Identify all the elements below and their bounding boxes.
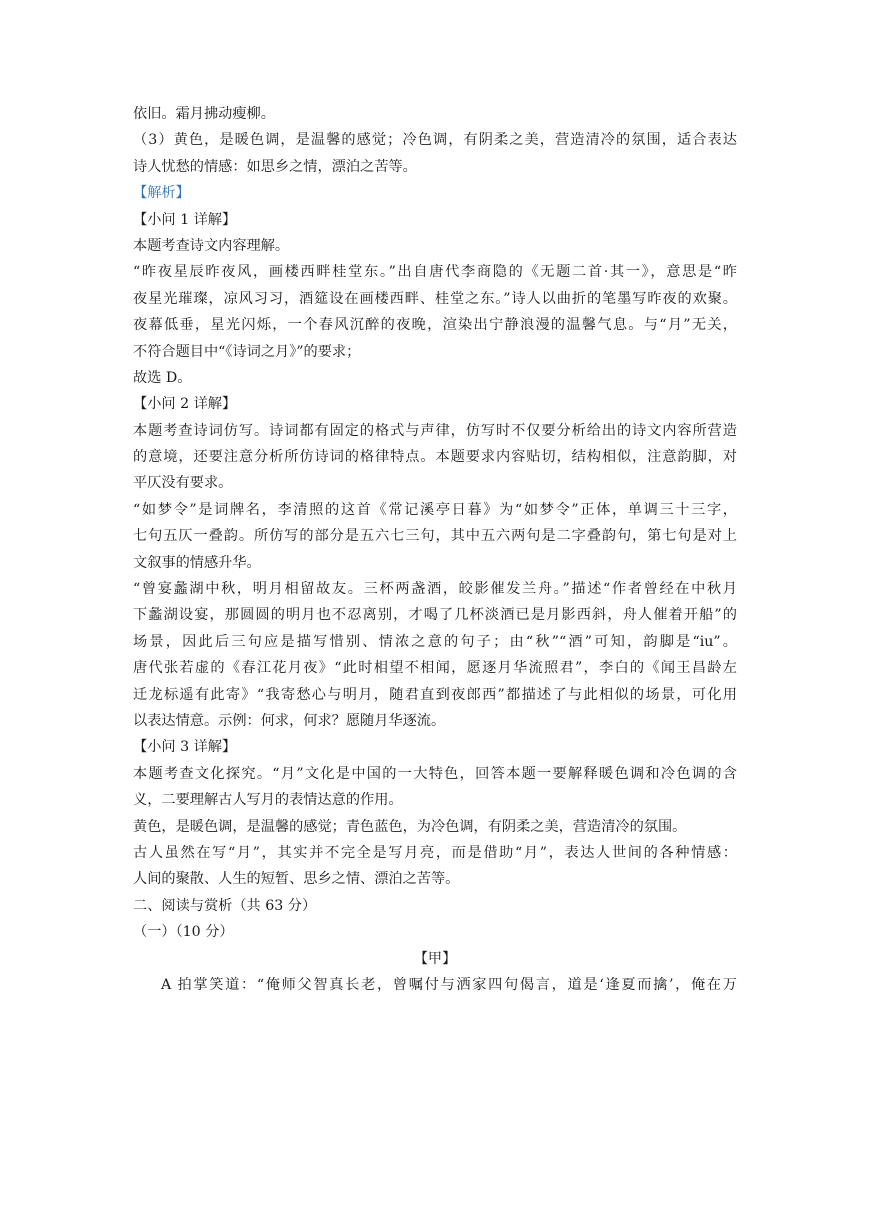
text-line: 的意境，还要注意分析所仿诗词的格律特点。本题要求内容贴切，结构相似，注意韵脚，对 [133,449,737,466]
subquestion-heading: 【小问 3 详解】 [133,739,237,756]
text-line: 人间的聚散、人生的短暂、思乡之情、漂泊之苦等。 [133,871,460,888]
text-line: 故选 D。 [133,369,192,386]
section-heading: 二、阅读与赏析（共 63 分） [133,897,317,914]
text-line: 义，二要理解古人写月的表情达意的作用。 [133,792,403,809]
document-body [133,101,737,998]
passage-label: 【甲】 [413,950,457,967]
text-line: 古人虽然在写“月”，其实并不完全是写月亮，而是借助“月”，表达人世间的各种情感： [133,844,737,861]
subsection-heading: （一）（10 分） [133,924,234,941]
subquestion-heading: 【小问 1 详解】 [133,211,237,228]
text-line: 唐代张若虚的《春江花月夜》“此时相望不相闻，愿逐月华流照君”，李白的《闻王昌龄左 [133,660,737,677]
text-line: 平仄没有要求。 [133,475,233,492]
text-line: “曾宴蠡湖中秋，明月相留故友。三杯两盏酒，皎影催发兰舟。”描述“作者曾经在中秋月 [133,581,737,598]
analysis-heading: 【解析】 [133,185,190,202]
text-line: 下蠡湖设宴，那圆圆的明月也不忍离别，才喝了几杯淡酒已是月影西斜，舟人催着开船”的 [133,607,737,624]
text-line: 夜幕低垂，星光闪烁，一个春风沉醉的夜晚，渲染出宁静浪漫的温馨气息。与“月”无关， [133,317,737,334]
text-line: 依旧。霜月拂动瘦柳。 [133,106,275,122]
text-line: 不符合题目中“《诗词之月》”的要求； [133,343,361,360]
text-line: 文叙事的情感升华。 [133,554,261,571]
text-line: 迁龙标遥有此寄》“我寄愁心与明月，随君直到夜郎西”都描述了与此相似的场景，可化用 [133,686,737,703]
text-line: 场景，因此后三句应是描写惜别、情浓之意的句子；由“秋”“酒”可知，韵脚是“iu”。 [133,633,737,650]
text-line: “昨夜星辰昨夜风，画楼西畔桂堂东。”出自唐代李商隐的《无题二首·其一》，意思是“昨 [133,264,737,281]
text-line: 诗人忧愁的情感：如思乡之情，漂泊之苦等。 [133,158,417,175]
text-line: 七句五仄一叠韵。所仿写的部分是五六七三句，其中五六两句是二字叠韵句，第七句是对上 [133,528,737,545]
text-line: 本题考查诗词仿写。诗词都有固定的格式与声律，仿写时不仅要分析给出的诗文内容所营造 [133,422,737,439]
text-line: 黄色，是暖色调，是温馨的感觉；青色蓝色，为冷色调，有阴柔之美，营造清冷的氛围。 [133,818,687,835]
text-line: 以表达情意。示例：何求，何求？愿随月华逐流。 [133,712,446,729]
text-line: 本题考查诗文内容理解。 [133,237,290,254]
subquestion-heading: 【小问 2 详解】 [133,396,237,413]
text-line: （3）黄色，是暖色调，是温馨的感觉；冷色调，有阴柔之美，营造清冷的氛围，适合表达 [133,132,737,149]
text-line: “如梦令”是词牌名，李清照的这首《常记溪亭日暮》为“如梦令”正体，单调三十三字， [133,501,737,518]
text-line: 夜星光璀璨，凉风习习，酒筵设在画楼西畔、桂堂之东。”诗人以曲折的笔墨写昨夜的欢聚。 [133,290,737,307]
text-line: A 拍掌笑道：“俺师父智真长老，曾嘱付与洒家四句偈言，道是‘逢夏而擒’，俺在万 [161,976,737,993]
text-line: 本题考查文化探究。“月”文化是中国的一大特色，回答本题一要解释暖色调和冷色调的含 [133,765,737,782]
